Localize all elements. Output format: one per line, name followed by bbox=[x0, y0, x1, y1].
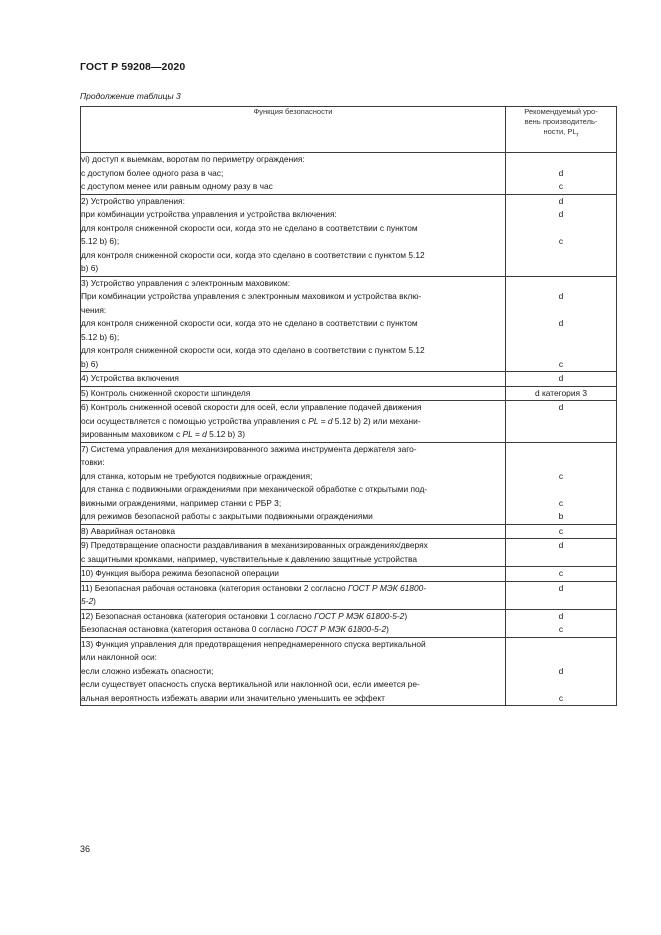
table-row bbox=[81, 567, 617, 582]
level-line: c bbox=[558, 568, 564, 578]
function-line: vi) доступ к выемкам, воротам по периметру ограждения: bbox=[81, 154, 305, 164]
function-line: 3) Устройство управления с электронным маховиком: bbox=[81, 277, 291, 288]
header-level-line: Рекомендуемый уро- bbox=[524, 107, 598, 116]
level-line bbox=[506, 553, 616, 567]
level-line: d bbox=[558, 665, 564, 676]
function-line: оси осуществляется с помощью устройства управления с PL = d 5.12 b) 2) или механи- bbox=[81, 415, 421, 426]
function-cell bbox=[81, 386, 506, 401]
level-cell bbox=[506, 609, 617, 637]
table-row bbox=[81, 637, 617, 706]
function-line: 5.12 b) 6); bbox=[81, 236, 120, 246]
function-line: 5.12 b) 6); bbox=[81, 331, 120, 342]
function-line: 4) Устройства включения bbox=[81, 373, 179, 383]
function-line: 9) Предотвращение опасности раздавливания в механизированных ограждениях/дверях bbox=[81, 540, 428, 550]
level-line: c bbox=[558, 236, 564, 246]
function-cell bbox=[81, 637, 506, 706]
level-line bbox=[506, 595, 616, 609]
function-cell bbox=[81, 276, 506, 372]
level-line: c bbox=[558, 497, 564, 508]
level-line bbox=[506, 638, 616, 652]
level-line bbox=[506, 331, 616, 345]
function-cell bbox=[81, 567, 506, 582]
table-row bbox=[81, 609, 617, 637]
table-row bbox=[81, 194, 617, 276]
level-line bbox=[506, 304, 616, 318]
level-cell bbox=[506, 524, 617, 539]
function-line: 13) Функция управления для предотвращения непреднамеренного спуска вертикальной bbox=[81, 638, 426, 649]
function-line: для станка, которым не требуются подвижные ограждения; bbox=[81, 470, 313, 481]
level-line bbox=[506, 415, 616, 429]
document-code: ГОСТ Р 59208—2020 bbox=[80, 61, 186, 73]
table-row bbox=[81, 153, 617, 195]
table-row bbox=[81, 276, 617, 372]
header-level-text: ности, PL bbox=[543, 127, 577, 136]
function-line: с доступом более одного раза в час; bbox=[81, 167, 224, 178]
function-line: 10) Функция выбора режима безопасной операции bbox=[81, 568, 279, 578]
function-line: для контроля сниженной скорости оси, когда это не сделано в соответствии с пунктом bbox=[81, 318, 418, 328]
level-line: d bbox=[558, 582, 564, 593]
level-line: d bbox=[558, 540, 564, 550]
function-line: вижными ограждениями, например станки с РБР 3; bbox=[81, 497, 282, 508]
function-cell bbox=[81, 153, 506, 195]
function-line: Безопасная остановка (категория останова 0 согласно ГОСТ Р МЭК 61800-5-2) bbox=[81, 624, 389, 634]
level-line: c bbox=[558, 181, 564, 191]
table-row bbox=[81, 372, 617, 387]
header-level-subscript: r bbox=[576, 132, 579, 139]
level-line: d bbox=[558, 402, 564, 412]
function-line: чения: bbox=[81, 304, 107, 315]
page-number: 36 bbox=[80, 844, 91, 854]
level-line bbox=[506, 456, 616, 470]
function-line: или наклонной оси: bbox=[81, 652, 158, 662]
function-cell bbox=[81, 372, 506, 387]
function-line: для станка с подвижными ограждениями при механической обработке с открытыми под- bbox=[81, 484, 428, 494]
level-line bbox=[506, 153, 616, 167]
function-line: 12) Безопасная остановка (категория остановки 1 согласно ГОСТ Р МЭК 61800-5-2) bbox=[81, 610, 408, 621]
table-row bbox=[81, 581, 617, 609]
level-line: c bbox=[558, 525, 564, 536]
level-line: d bbox=[558, 318, 564, 328]
function-line: товки: bbox=[81, 457, 105, 467]
function-line: альная вероятность избежать аварии или значительно уменьшить ее эффект bbox=[81, 692, 385, 703]
level-line bbox=[506, 262, 616, 276]
function-line: 2) Устройство управления: bbox=[81, 195, 185, 206]
table-row bbox=[81, 386, 617, 401]
level-cell bbox=[506, 386, 617, 401]
function-line: если существует опасность спуска вертикальной или наклонной оси, если имеется ре- bbox=[81, 679, 420, 689]
function-cell bbox=[81, 581, 506, 609]
function-cell bbox=[81, 609, 506, 637]
function-cell bbox=[81, 194, 506, 276]
level-cell bbox=[506, 442, 617, 524]
level-line: d bbox=[558, 167, 564, 178]
level-cell bbox=[506, 581, 617, 609]
function-cell bbox=[81, 442, 506, 524]
function-line: При комбинации устройства управления с электронным маховиком и устройства вклю- bbox=[81, 291, 422, 301]
level-line bbox=[506, 277, 616, 291]
function-line: для контроля сниженной скорости оси, когда это сделано в соответствии с пунктом 5.12 bbox=[81, 249, 425, 260]
level-line bbox=[506, 651, 616, 665]
level-cell bbox=[506, 372, 617, 387]
table-row bbox=[81, 524, 617, 539]
level-line: d bbox=[558, 373, 564, 383]
level-cell bbox=[506, 153, 617, 195]
level-cell bbox=[506, 567, 617, 582]
level-line: b bbox=[558, 511, 564, 521]
function-line: с защитными кромками, например, чувствительные к давлению защитные устройства bbox=[81, 553, 418, 564]
function-cell bbox=[81, 539, 506, 567]
function-line: 5) Контроль сниженной скорости шпинделя bbox=[81, 387, 251, 398]
function-line: b) 6) bbox=[81, 358, 99, 369]
level-line: c bbox=[558, 358, 564, 369]
level-line: d bbox=[558, 610, 564, 621]
function-line: 8) Аварийная остановка bbox=[81, 525, 176, 536]
level-line: c bbox=[558, 692, 564, 703]
level-line: c bbox=[558, 624, 564, 634]
header-performance-level bbox=[506, 107, 617, 153]
function-cell bbox=[81, 524, 506, 539]
level-line: d категория 3 bbox=[534, 387, 588, 398]
level-line bbox=[506, 483, 616, 497]
function-line: 6) Контроль сниженной осевой скорости для осей, если управление подачей движения bbox=[81, 402, 422, 412]
level-line bbox=[506, 443, 616, 457]
function-line: для контроля сниженной скорости оси, когда это не сделано в соответствии с пунктом bbox=[81, 222, 418, 233]
table-row bbox=[81, 442, 617, 524]
level-line: d bbox=[558, 209, 564, 219]
function-line: 7) Система управления для механизированного зажима инструмента держателя заго- bbox=[81, 443, 417, 454]
header-level-line bbox=[506, 127, 616, 141]
level-line bbox=[506, 678, 616, 692]
level-cell bbox=[506, 637, 617, 706]
header-level-line: вень производитель- bbox=[524, 117, 598, 126]
table-row bbox=[81, 539, 617, 567]
level-line: d bbox=[558, 195, 564, 206]
table-header-row bbox=[81, 107, 617, 153]
function-line: зированным маховиком с PL = d 5.12 b) 3) bbox=[81, 429, 245, 439]
level-line bbox=[506, 344, 616, 358]
function-line: с доступом менее или равным одному разу в час bbox=[81, 181, 273, 191]
function-line: для режимов безопасной работы с закрытыми подвижными ограждениями bbox=[81, 511, 373, 521]
table-row bbox=[81, 401, 617, 443]
level-cell bbox=[506, 401, 617, 443]
level-line: c bbox=[558, 470, 564, 481]
level-line bbox=[506, 428, 616, 442]
table-caption: Продолжение таблицы 3 bbox=[80, 91, 181, 101]
level-line: d bbox=[558, 291, 564, 301]
safety-functions-table bbox=[80, 106, 617, 706]
function-line: 11) Безопасная рабочая остановка (категория остановки 2 согласно ГОСТ Р МЭК 61800- bbox=[81, 582, 427, 593]
header-function: Функция безопасности bbox=[81, 107, 506, 153]
level-cell bbox=[506, 276, 617, 372]
level-cell bbox=[506, 539, 617, 567]
function-line: для контроля сниженной скорости оси, когда это сделано в соответствии с пунктом 5.12 bbox=[81, 345, 425, 355]
function-line: b) 6) bbox=[81, 263, 99, 273]
function-cell bbox=[81, 401, 506, 443]
function-line: 5-2) bbox=[81, 596, 96, 606]
function-line: при комбинации устройства управления и устройства включения: bbox=[81, 209, 337, 219]
function-line: если сложно избежать опасности; bbox=[81, 665, 214, 676]
level-line bbox=[506, 249, 616, 263]
level-cell bbox=[506, 194, 617, 276]
level-line bbox=[506, 222, 616, 236]
